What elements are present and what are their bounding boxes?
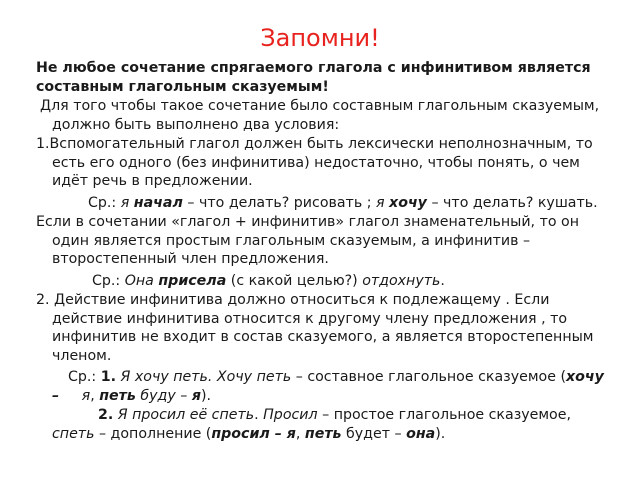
example-1 [36, 194, 606, 213]
example-2 [36, 272, 606, 291]
example-3-sentence: Я хочу петь. Хочу петь [120, 369, 292, 385]
example-4 [36, 406, 606, 443]
example-2-infinitive: отдохнуть [362, 272, 441, 289]
example-4-bold-3: она [406, 425, 436, 442]
example-4-bold-1: просил – я [211, 425, 296, 442]
slide-title: Запомни! [260, 24, 380, 52]
example-4-text-6: ). [435, 425, 446, 442]
example-3-bold-2: петь [99, 387, 136, 404]
example-3-bold-3: я [191, 387, 201, 404]
example-4-text-1: . [254, 407, 264, 423]
rule-heading: Не любое сочетание спрягаемого глагола с инфинитивом является составным глагольным сказуемым! [36, 60, 591, 95]
example-4-sentence: Я просил её спеть [117, 407, 255, 423]
example-2-verb: присела [158, 272, 227, 289]
example-3-italic-1: я [81, 387, 91, 404]
example-3-italic-2: буду – [140, 387, 192, 404]
note-paragraph: Если в сочетании «глагол + инфинитив» глагол знаменательный, то он один является простым глагольным сказуемым, а инфинитив – второстепенный член предложения. [36, 214, 579, 267]
example-1-prefix: Ср.: [88, 194, 121, 211]
example-4-number: 2. [98, 407, 114, 423]
example-3-text-1: – составное глагольное сказуемое ( [291, 369, 566, 385]
example-3-number: 1. [100, 369, 116, 385]
example-3-text-3: , [90, 387, 100, 404]
example-1-pronoun-1: я [120, 194, 130, 211]
example-3 [36, 368, 606, 405]
example-1-pronoun-2: я [375, 194, 385, 211]
example-4-text-2: – простое глагольное сказуемое, [317, 407, 571, 423]
example-4-italic-2: спеть [52, 425, 95, 442]
example-4-bold-2: петь [304, 425, 342, 442]
example-4-text-3: – дополнение ( [94, 425, 212, 442]
intro-paragraph: Для того чтобы такое сочетание было составным глагольным сказуемым, должно быть выполнено два условия: [40, 98, 600, 133]
example-3-prefix: Ср.: [68, 369, 97, 385]
example-1-verb-1: начал [133, 194, 183, 211]
example-2-subject: Она [124, 272, 154, 289]
example-1-text-1: – что делать? рисовать ; [182, 194, 376, 211]
example-4-italic-1: Просил [263, 407, 318, 423]
example-2-text-1: (с какой целью?) [226, 272, 363, 289]
example-4-text-4: , [295, 425, 305, 442]
example-3-bold-1: хочу – [52, 369, 604, 404]
condition-2: 2. Действие инфинитива должно относиться к подлежащему . Если действие инфинитива относится к другому члену предложения , то инфинитив не входит в состав сказуемого, а является второстепенным членом. [36, 292, 594, 364]
example-4-text-5: будет – [341, 425, 407, 442]
example-1-verb-2: хочу [389, 194, 427, 211]
example-2-prefix: Ср.: [92, 272, 125, 289]
slide-body [36, 59, 606, 444]
example-1-text-2: – что делать? кушать. [426, 194, 598, 211]
example-3-text-5: ). [200, 387, 212, 404]
example-2-text-2: . [440, 272, 445, 289]
condition-1: 1.Вспомогательный глагол должен быть лексически неполнозначным, то есть его одного (без инфинитива) недостаточно, чтобы понять, о чем идёт речь в предложении. [36, 136, 593, 189]
example-3-text-2 [59, 388, 82, 404]
